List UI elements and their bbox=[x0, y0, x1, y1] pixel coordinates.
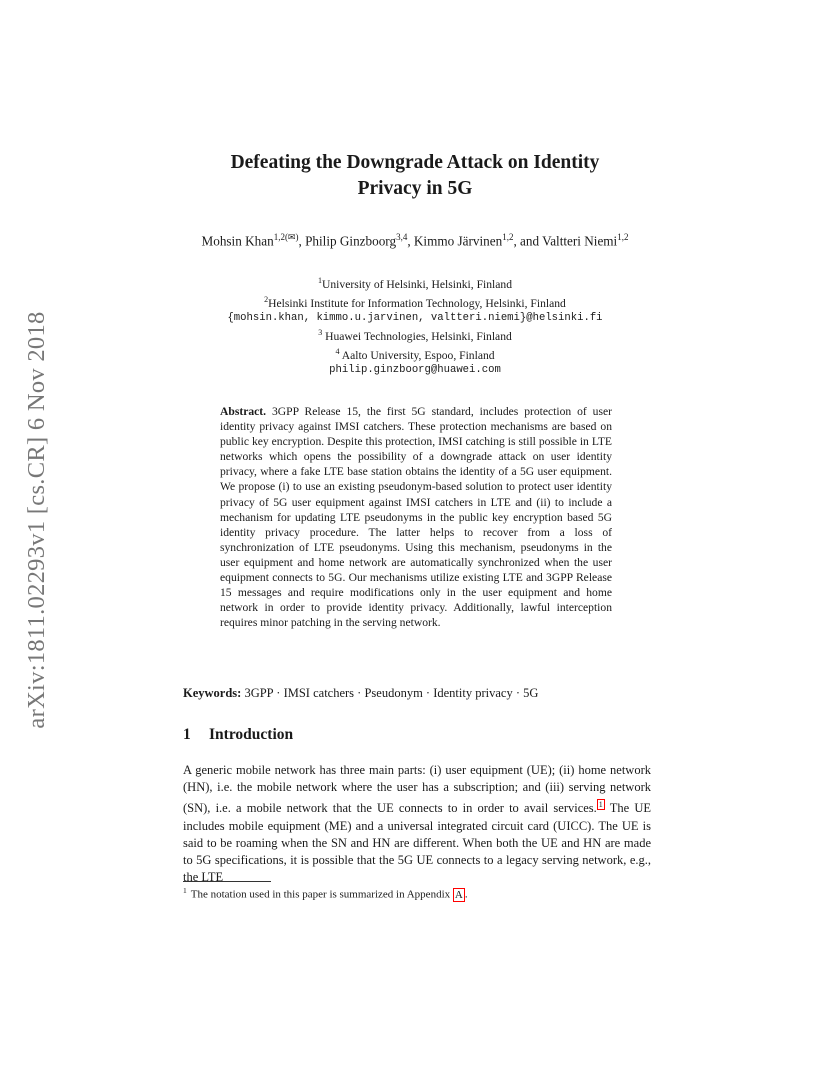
footnote-reference-link[interactable]: 1 bbox=[598, 800, 603, 810]
appendix-link[interactable]: A bbox=[454, 888, 463, 901]
author-affiliation-sup: 1,2 bbox=[502, 232, 514, 242]
abstract bbox=[220, 404, 612, 630]
affiliation-2 bbox=[170, 293, 660, 312]
affiliation-3 bbox=[170, 326, 660, 345]
author-name: Mohsin Khan bbox=[201, 233, 274, 249]
title-line-1: Defeating the Downgrade Attack on Identity bbox=[230, 152, 600, 173]
author-name: Philip Ginzboorg bbox=[305, 233, 397, 249]
footnote bbox=[183, 886, 468, 901]
footnote-end: . bbox=[464, 888, 468, 901]
arxiv-identifier: arXiv:1811.02293v1 [cs.CR] 6 Nov 2018 bbox=[23, 311, 50, 729]
affiliation-1 bbox=[170, 274, 660, 293]
keywords-text: 3GPP · IMSI catchers · Pseudonym · Identity privacy · 5G bbox=[244, 686, 539, 700]
abstract-heading: Abstract. bbox=[220, 405, 267, 418]
footnote-number: 1 bbox=[183, 886, 187, 895]
author-name: Valtteri Niemi bbox=[542, 233, 618, 249]
paragraph-text-part-1: A generic mobile network has three main parts: (i) user equipment (UE); (ii) home network (HN), i.e. the mobile network where the user has a subscription; and (iii) serving network (SN), i.e. a mobile network that the UE connects to in order to avail services. bbox=[183, 763, 651, 816]
introduction-paragraph bbox=[183, 762, 651, 887]
author-list bbox=[170, 229, 660, 249]
section-heading bbox=[183, 726, 293, 744]
author-separator: , and bbox=[513, 233, 543, 249]
keywords-heading: Keywords: bbox=[183, 686, 242, 700]
affiliation-sup: 4 bbox=[335, 346, 340, 356]
affiliation-text: Aalto University, Espoo, Finland bbox=[341, 348, 495, 362]
affiliation-sup: 2 bbox=[264, 294, 269, 304]
author-affiliation-sup: 1,2 bbox=[617, 232, 629, 242]
section-number: 1 bbox=[183, 726, 191, 743]
author-separator: , bbox=[407, 233, 414, 249]
footnote-divider bbox=[183, 881, 271, 882]
affiliation-text: Huawei Technologies, Helsinki, Finland bbox=[325, 329, 512, 343]
author-affiliation-sup: 1,2(✉) bbox=[273, 232, 299, 242]
affiliation-2-email[interactable]: {mohsin.khan, kimmo.u.jarvinen, valtteri.niemi}@helsinki.fi bbox=[227, 312, 603, 325]
affiliation-4-email[interactable]: philip.ginzboorg@huawei.com bbox=[329, 364, 501, 377]
footnote-text: The notation used in this paper is summarized in Appendix bbox=[190, 888, 453, 901]
affiliation-sup: 1 bbox=[318, 276, 322, 285]
paragraph-text-part-2: The UE includes mobile equipment (ME) and a universal integrated circuit card (UICC). The UE is said to be roaming when the SN and HN are different. When both the UE and HN are made to 5G specifications, it is possible that the 5G UE connects to a legacy serving network, e.g., the LTE bbox=[183, 801, 651, 885]
author-separator: , bbox=[298, 233, 306, 249]
affiliation-4 bbox=[170, 345, 660, 364]
author-affiliation-sup: 3,4 bbox=[396, 232, 408, 242]
affiliation-sup: 3 bbox=[318, 328, 323, 338]
keywords bbox=[183, 686, 653, 701]
affiliation-text: Helsinki Institute for Information Technology, Helsinki, Finland bbox=[268, 296, 566, 310]
title-line-2: Privacy in 5G bbox=[357, 178, 473, 199]
author-name: Kimmo Järvinen bbox=[413, 233, 503, 249]
abstract-text: 3GPP Release 15, the first 5G standard, includes protection of user identity privacy against IMSI catchers. These protection mechanisms are based on public key encryption. Despite this protection, IMSI catching is still possible in LTE networks which opens the possibility of a downgrade attack on user identity privacy, where a fake LTE base station obtains the identity of a 5G user equipment. We propose (i) to use an existing pseudonym-based solution to protect user identity privacy of 5G user equipment against IMSI catchers in LTE and (ii) to include a mechanism for updating LTE pseudonyms in the public key encryption based 5G identity privacy procedure. The latter helps to recover from a loss of synchronization of LTE pseudonyms. Using this mechanism, pseudonyms in the user equipment and home network are automatically synchronized when the user equipment connects to 5G. Our mechanisms utilize existing LTE and 3GPP Release 15 messages and require modifications only in the user equipment and home network in order to provide identity privacy. Additionally, lawful interception requires minor patching in the serving network. bbox=[220, 405, 612, 630]
paper-title bbox=[150, 150, 680, 202]
affiliations bbox=[170, 274, 660, 378]
section-title: Introduction bbox=[209, 726, 294, 743]
affiliation-text: University of Helsinki, Helsinki, Finland bbox=[322, 277, 512, 291]
